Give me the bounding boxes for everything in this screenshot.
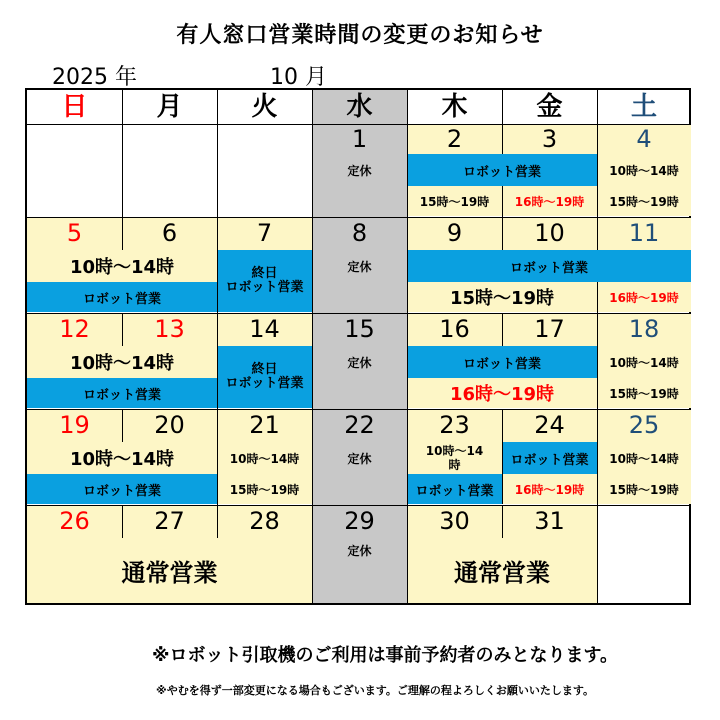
day-11: 11 bbox=[597, 218, 691, 250]
hours-bar: 15時～19時 bbox=[597, 378, 691, 408]
day-17: 17 bbox=[502, 314, 597, 346]
month-label: 10 月 bbox=[270, 65, 327, 90]
day-4: 4 bbox=[597, 124, 691, 154]
day-7: 7 bbox=[217, 218, 312, 250]
weekday-wed: 水 bbox=[346, 92, 373, 122]
robot-bar: ロボット営業 bbox=[502, 442, 597, 474]
hours-bar: 15時～19時 bbox=[407, 282, 597, 312]
day-19: 19 bbox=[27, 410, 122, 442]
closed-label: 定休 bbox=[347, 451, 372, 466]
grid-line bbox=[122, 218, 123, 250]
closed-label: 定休 bbox=[347, 543, 372, 558]
grid-line bbox=[122, 90, 123, 218]
day-5: 5 bbox=[27, 218, 122, 250]
grid-line bbox=[312, 90, 313, 603]
grid-line bbox=[27, 313, 691, 314]
day-18: 18 bbox=[597, 314, 691, 346]
allday-label: 終日 bbox=[251, 266, 278, 281]
day-14: 14 bbox=[217, 314, 312, 346]
day-15: 15 bbox=[344, 315, 375, 343]
hours-bar: 10時～14時 bbox=[217, 442, 312, 474]
day-16: 16 bbox=[407, 314, 502, 346]
robot-bar: ロボット営業 bbox=[27, 378, 217, 408]
hours-label-part2: 時 bbox=[448, 458, 461, 472]
grid-line bbox=[27, 217, 691, 218]
weekday-thu: 木 bbox=[441, 92, 468, 122]
normal-business-label: 通常営業 bbox=[454, 559, 550, 587]
hours-bar: 15時～19時 bbox=[597, 186, 691, 216]
day-21: 21 bbox=[217, 410, 312, 442]
hours-bar bbox=[407, 442, 502, 474]
robot-bar: ロボット営業 bbox=[27, 282, 217, 312]
hours-bar: 10時～14時 bbox=[597, 442, 691, 474]
day-3: 3 bbox=[502, 124, 597, 154]
day-8: 8 bbox=[351, 219, 368, 247]
hours-bar: 16時～19時 bbox=[597, 282, 691, 312]
allday-robot-bar bbox=[217, 250, 312, 312]
day-29: 29 bbox=[344, 507, 375, 535]
day-1: 1 bbox=[351, 125, 368, 153]
grid-line bbox=[502, 506, 503, 538]
calendar-grid bbox=[25, 88, 691, 605]
allday-robot-label: ロボット営業 bbox=[225, 280, 304, 295]
grid-line bbox=[27, 505, 691, 506]
grid-line bbox=[407, 90, 408, 603]
allday-label: 終日 bbox=[251, 362, 278, 377]
page-title: 有人窓口営業時間の変更のお知らせ bbox=[176, 23, 544, 48]
day-23: 23 bbox=[407, 410, 502, 442]
hours-bar: 16時～19時 bbox=[502, 474, 597, 504]
closed-label: 定休 bbox=[347, 163, 372, 178]
grid-line bbox=[597, 90, 598, 250]
day-31: 31 bbox=[534, 507, 565, 535]
grid-line bbox=[502, 314, 503, 346]
hours-label-part1: 10時～14 bbox=[425, 444, 484, 458]
day-13: 13 bbox=[122, 314, 217, 346]
day-24: 24 bbox=[502, 410, 597, 442]
weekday-tue: 火 bbox=[251, 92, 278, 122]
day-2: 2 bbox=[407, 124, 502, 154]
grid-line bbox=[27, 409, 691, 410]
hours-bar: 15時～19時 bbox=[407, 186, 502, 216]
day-20: 20 bbox=[122, 410, 217, 442]
hours-bar: 15時～19時 bbox=[597, 474, 691, 504]
grid-line bbox=[122, 506, 123, 538]
grid-line bbox=[502, 124, 503, 154]
weekday-sun: 日 bbox=[61, 92, 88, 122]
robot-bar: ロボット営業 bbox=[407, 346, 597, 378]
closed-label: 定休 bbox=[347, 355, 372, 370]
day-25: 25 bbox=[597, 410, 691, 442]
grid-line bbox=[597, 282, 598, 603]
day-30: 30 bbox=[439, 507, 470, 535]
grid-line bbox=[502, 186, 503, 250]
weekday-mon: 月 bbox=[156, 92, 183, 122]
day-26: 26 bbox=[59, 507, 90, 535]
robot-bar: ロボット営業 bbox=[407, 250, 691, 282]
allday-robot-bar bbox=[217, 346, 312, 408]
closed-label: 定休 bbox=[347, 259, 372, 274]
hours-bar: 10時～14時 bbox=[597, 346, 691, 378]
day-28: 28 bbox=[249, 507, 280, 535]
hours-bar: 15時～19時 bbox=[217, 474, 312, 504]
hours-bar: 16時～19時 bbox=[502, 186, 597, 216]
hours-bar: 16時～19時 bbox=[407, 378, 597, 408]
hours-bar: 10時～14時 bbox=[27, 346, 217, 378]
allday-robot-label: ロボット営業 bbox=[225, 376, 304, 391]
hours-bar: 10時～14時 bbox=[27, 250, 217, 282]
footer-note-sub: ※やむを得ず一部変更になる場合もございます。ご理解の程よろしくお願いいたします。 bbox=[156, 684, 594, 697]
footer-note-main: ※ロボット引取機のご利用は事前予約者のみとなります。 bbox=[151, 645, 619, 666]
day-27: 27 bbox=[154, 507, 185, 535]
grid-line bbox=[502, 410, 503, 504]
day-9: 9 bbox=[407, 218, 502, 250]
grid-line bbox=[502, 90, 503, 124]
robot-bar: ロボット営業 bbox=[407, 154, 597, 186]
day-22: 22 bbox=[344, 411, 375, 439]
weekday-sat: 土 bbox=[630, 92, 657, 122]
grid-line bbox=[122, 410, 123, 442]
grid-line bbox=[217, 90, 218, 538]
hours-bar: 10時～14時 bbox=[597, 154, 691, 186]
normal-business-label: 通常営業 bbox=[121, 559, 218, 587]
hours-bar: 10時～14時 bbox=[27, 442, 217, 474]
day-10: 10 bbox=[502, 218, 597, 250]
year-label: 2025 年 bbox=[52, 65, 137, 90]
day-12: 12 bbox=[27, 314, 122, 346]
grid-line bbox=[27, 124, 691, 125]
grid-line bbox=[122, 314, 123, 346]
day-6: 6 bbox=[122, 218, 217, 250]
weekday-fri: 金 bbox=[536, 92, 563, 122]
robot-bar: ロボット営業 bbox=[407, 474, 502, 504]
robot-bar: ロボット営業 bbox=[27, 474, 217, 504]
